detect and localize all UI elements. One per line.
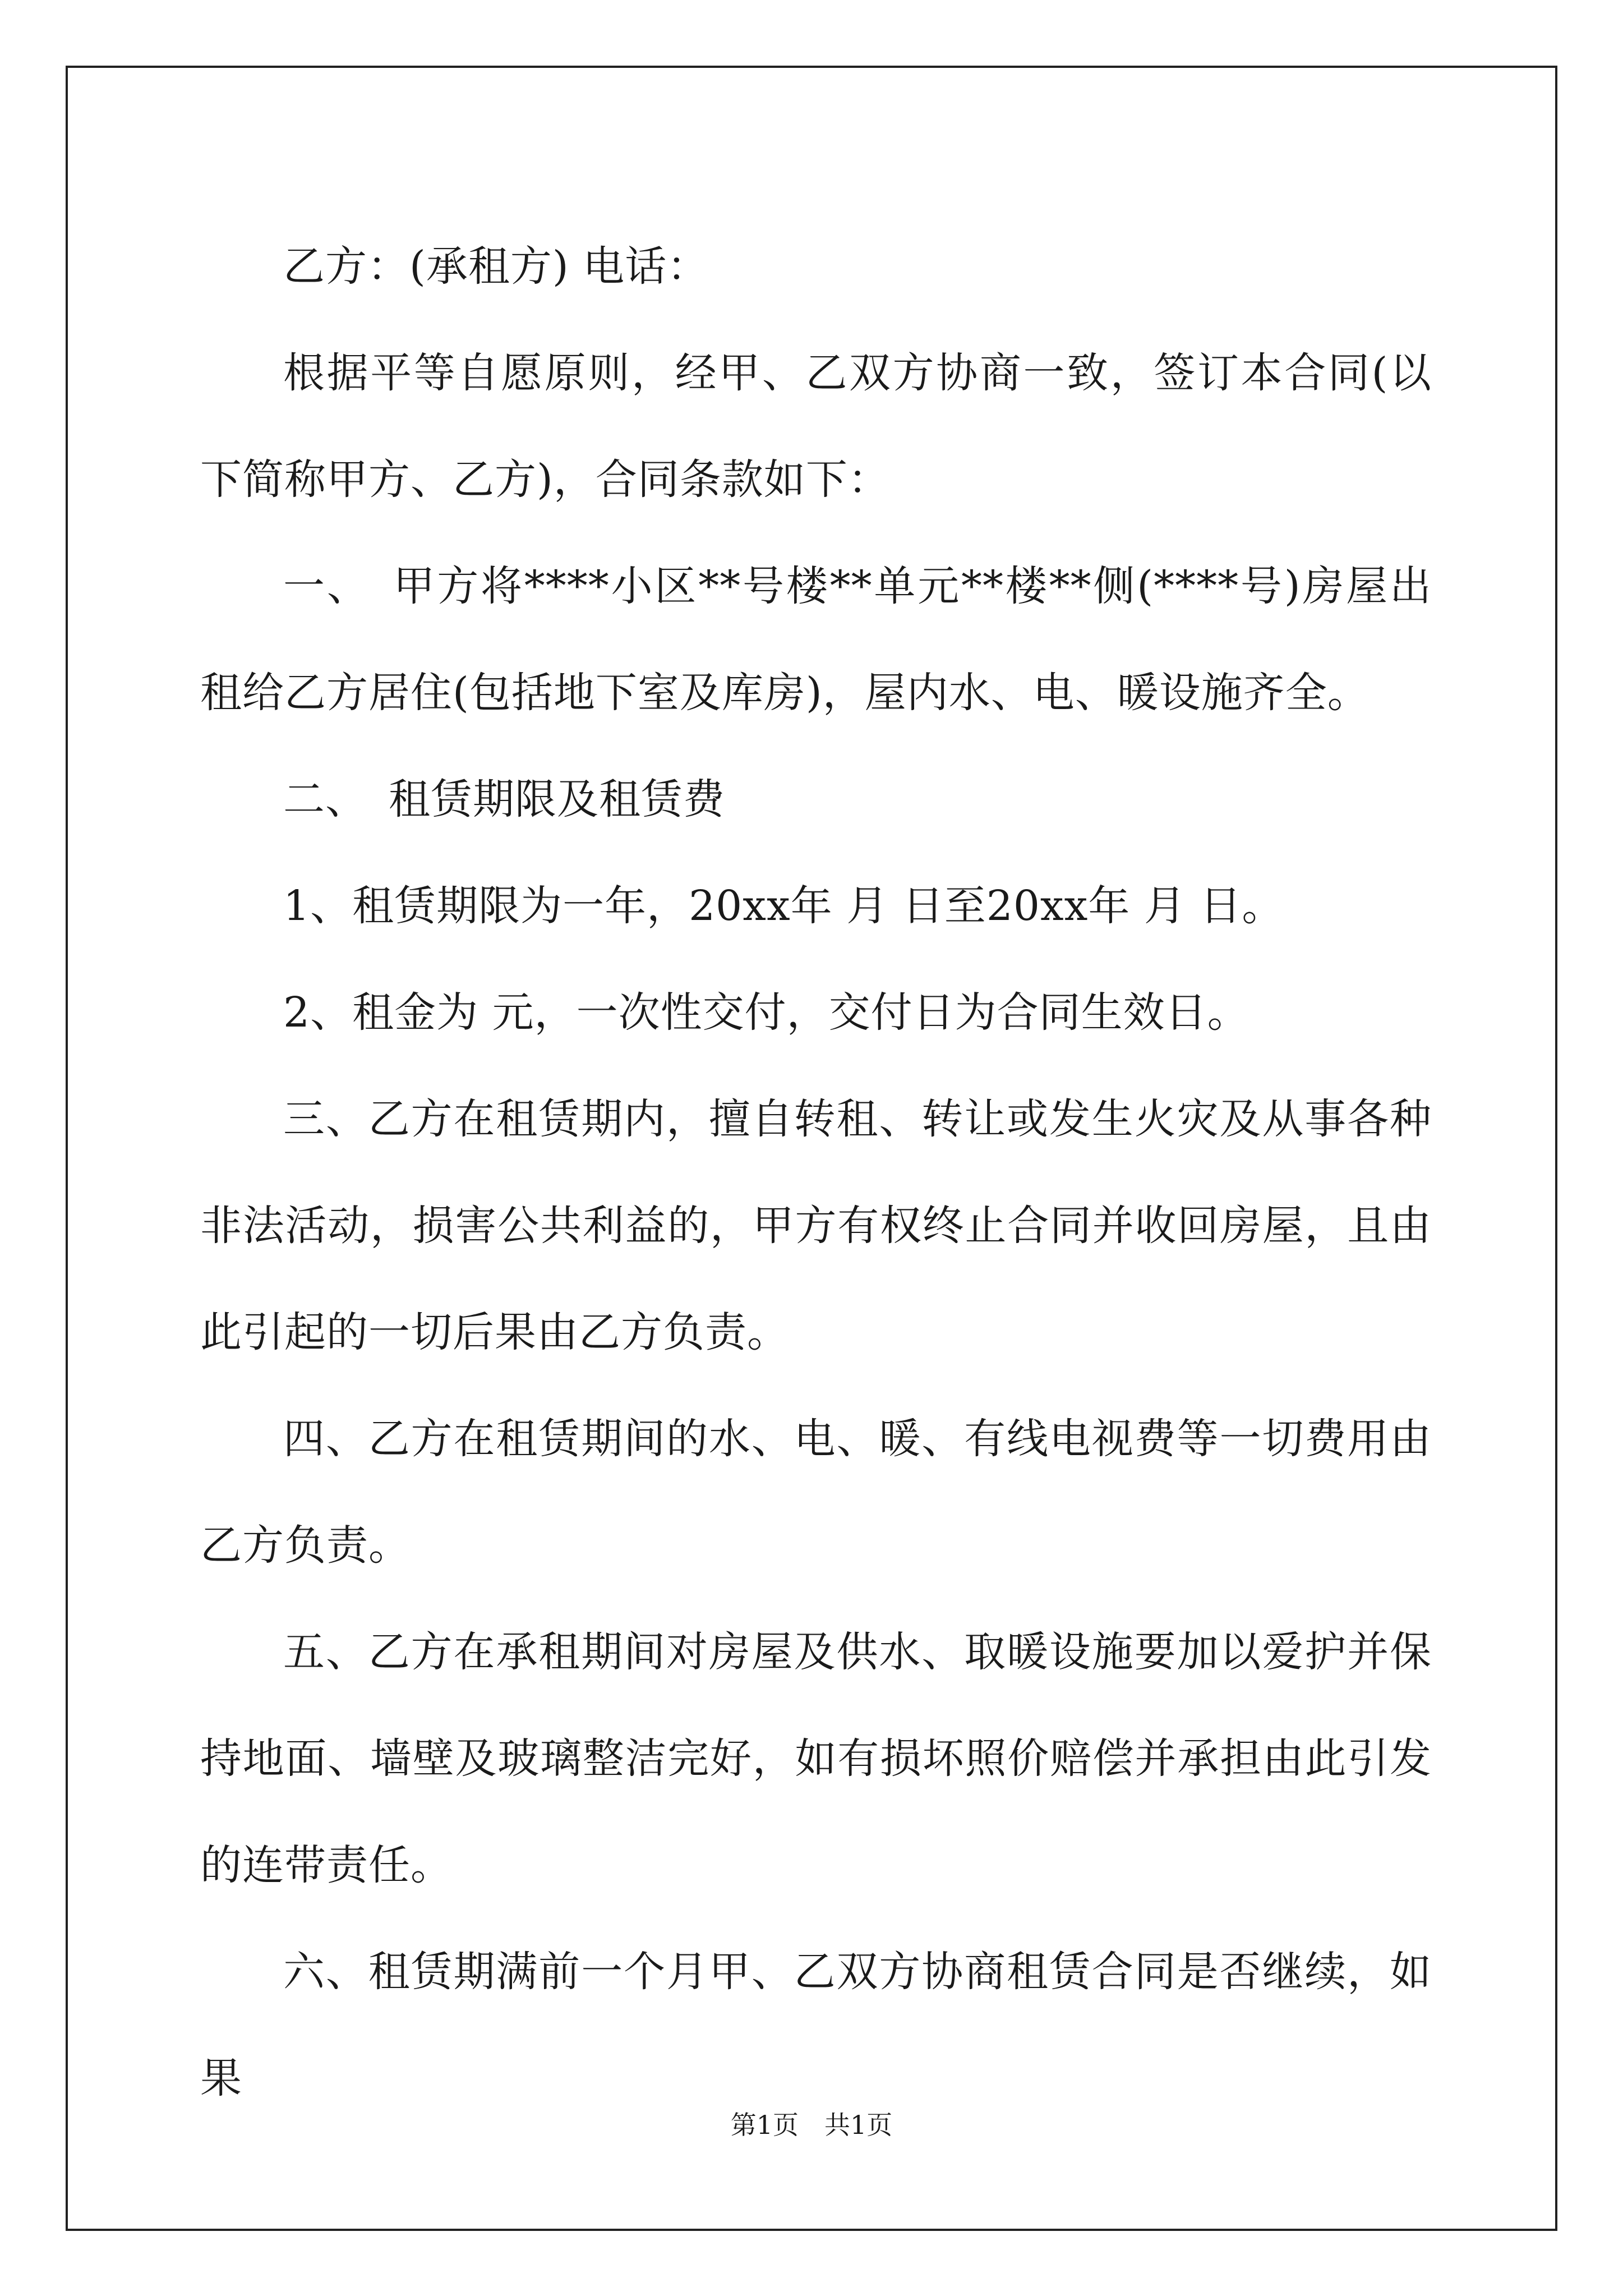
- paragraph-clause-1: 一、 甲方将****小区**号楼**单元**楼**侧(****号)房屋出租给乙方居住(包括地下室及库房)，屋内水、电、暖设施齐全。: [200, 562, 1432, 717]
- paragraph-clause-2-2: 2、租金为 元，一次性交付，交付日为合同生效日。: [283, 988, 1249, 1037]
- paragraph-preamble: 根据平等自愿原则，经甲、乙双方协商一致，签订本合同(以下简称甲方、乙方)，合同条款如下：: [200, 349, 1432, 504]
- paragraph-clause-2: 二、 租赁期限及租赁费: [283, 775, 725, 823]
- page-number-footer: 第1页 共1页: [730, 2110, 893, 2140]
- paragraph-party-b: 乙方：(承租方) 电话：: [283, 242, 709, 291]
- paragraph-clause-5: 五、乙方在承租期间对房屋及供水、取暖设施要加以爱护并保持地面、墙壁及玻璃整洁完好，如有损坏照价赔偿并承担由此引发的连带责任。: [200, 1628, 1432, 1889]
- paragraph-clause-6: 六、租赁期满前一个月甲、乙双方协商租赁合同是否继续，如果: [200, 1948, 1432, 2102]
- paragraph-clause-3: 三、乙方在租赁期内，擅自转租、转让或发生火灾及从事各种非法活动，损害公共利益的，甲方有权终止合同并收回房屋，且由此引起的一切后果由乙方负责。: [200, 1095, 1432, 1356]
- document-body: [200, 213, 1432, 2132]
- paragraph-clause-2-1: 1、租赁期限为一年，20xx年 月 日至20xx年 月 日。: [283, 882, 1284, 930]
- paragraph-clause-4: 四、乙方在租赁期间的水、电、暖、有线电视费等一切费用由乙方负责。: [200, 1415, 1432, 1570]
